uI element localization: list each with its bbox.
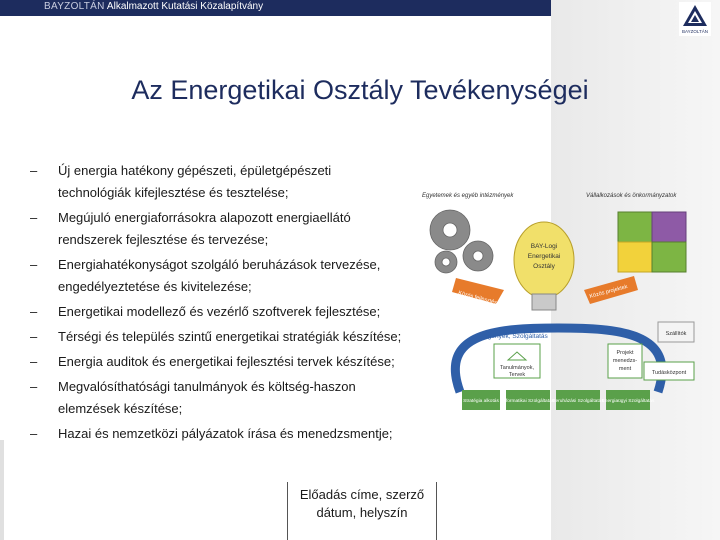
label-joint-dev: Közös fejlesztések <box>457 290 504 308</box>
bullet-item <box>30 423 410 445</box>
service-label: Beruházási Szolgáltatás <box>552 399 604 404</box>
bullet-text: Térségi és település szintű energetikai stratégiák készítése; <box>58 329 402 344</box>
header-bar <box>0 0 551 16</box>
label-universities: Egyetemek és egyéb intézmények <box>422 193 514 199</box>
bullet-list <box>30 160 410 448</box>
bullet-marker: – <box>30 210 38 225</box>
bullet-marker: – <box>30 304 38 319</box>
bullet-item <box>30 207 410 251</box>
bullet-item <box>30 301 410 323</box>
bullet-text-cont: engedélyeztetése és kivitelezése; <box>58 279 252 294</box>
bullet-text: Energiahatékonyságot szolgáló beruházások tervezése, <box>58 257 381 272</box>
bullet-text-cont: elemzések készítése; <box>58 401 183 416</box>
bullet-text: Energia auditok és energetikai fejlesztési tervek készítése; <box>58 354 395 369</box>
label-joint-proj: Közös projektek <box>588 284 629 300</box>
bullet-item <box>30 326 410 348</box>
activities-diagram <box>408 182 708 412</box>
logo-text: BAYZOLTÁN <box>681 29 709 34</box>
center-line-1: BAY-Logi <box>530 243 558 250</box>
bullet-text-cont: rendszerek fejlesztése és tervezése; <box>58 232 269 247</box>
footer-box <box>287 482 437 540</box>
service-label: Energiaügyi Szolgáltatás <box>601 399 655 404</box>
bullet-text: Hazai és nemzetközi pályázatok írása és menedzsmentje; <box>58 426 393 441</box>
slide-title: Az Energetikai Osztály Tevékenységei <box>131 75 589 105</box>
bullet-marker: – <box>30 426 38 441</box>
bullet-marker: – <box>30 257 38 272</box>
bullet-marker: – <box>30 329 38 344</box>
bullet-item <box>30 160 410 204</box>
study-line-2: Tervek <box>508 372 526 378</box>
bullet-marker: – <box>30 379 38 394</box>
project-line-2: menedzs- <box>612 358 638 364</box>
service-label: Stratégia alkotás <box>463 399 499 404</box>
left-rule <box>0 440 4 540</box>
supplier-label: Szállítók <box>665 331 687 337</box>
label-needs: Igények, Szolgáltatás <box>486 333 548 340</box>
project-line-3: ment <box>618 366 632 372</box>
gears-icon <box>430 210 493 273</box>
center-line-2: Energetikai <box>527 253 561 260</box>
study-line-1: Tanulmányok, <box>500 365 534 371</box>
bayzoltan-logo-icon <box>679 2 711 36</box>
project-line-1: Projekt <box>616 350 634 356</box>
bullet-item <box>30 351 410 373</box>
puzzle-icon <box>618 212 686 272</box>
center-line-3: Osztály <box>533 263 555 270</box>
bullet-item <box>30 254 410 298</box>
knowledge-label: Tudásközpont <box>651 370 687 376</box>
bullet-text: Új energia hatékony gépészeti, épületgépészeti <box>58 163 332 178</box>
bullet-text: Megújuló energiaforrásokra alapozott energiaellátó <box>58 210 351 225</box>
footer-line-1: Előadás címe, szerző <box>299 487 425 502</box>
label-companies: Vállalkozások és önkormányzatok <box>586 193 677 199</box>
bullet-item <box>30 376 410 420</box>
bullet-marker: – <box>30 354 38 369</box>
service-label: Informatikai Szolgáltatás <box>501 399 555 404</box>
header-org: Alkalmazott Kutatási Közalapítvány <box>106 1 264 12</box>
bullet-text: Megvalósíthatósági tanulmányok és költség-haszon <box>58 379 356 394</box>
bullet-text-cont: technológiák kifejlesztése és tesztelése; <box>58 185 289 200</box>
bullet-text: Energetikai modellező és vezérlő szoftverek fejlesztése; <box>58 304 381 319</box>
header-brand: BAYZOLTÁN <box>44 1 105 12</box>
header-text <box>44 1 263 12</box>
footer-line-2: dátum, helyszín <box>316 505 408 520</box>
bullet-marker: – <box>30 163 38 178</box>
